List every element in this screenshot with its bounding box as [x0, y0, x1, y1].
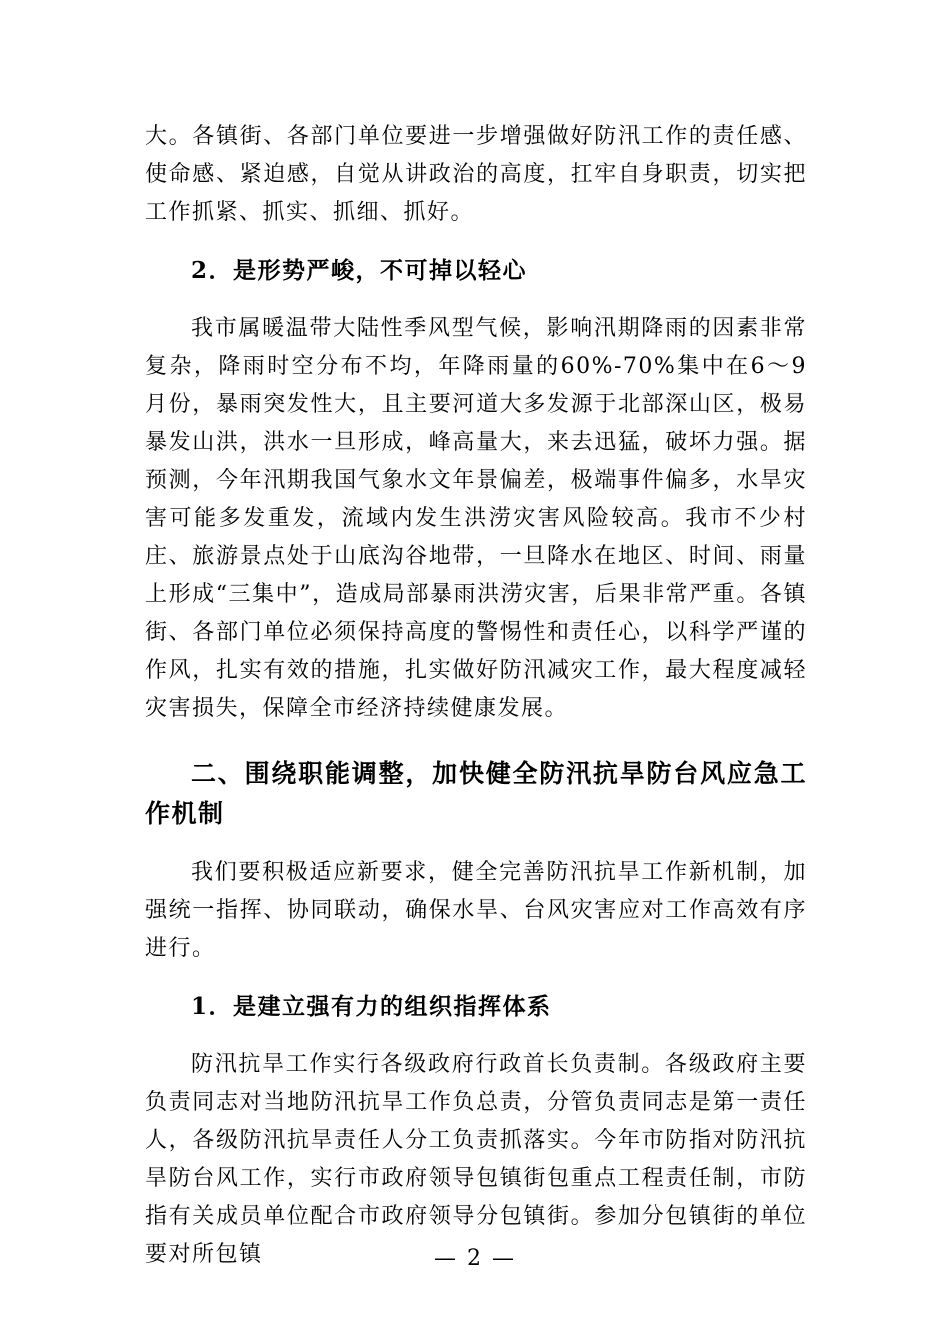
section-heading-two: 二、围绕职能调整，加快健全防汛抗旱防台风应急工作机制	[145, 759, 807, 828]
subheading-situation: 2．是形势严峻，不可掉以轻心	[191, 257, 528, 284]
page-number: — 2 —	[434, 1246, 516, 1271]
paragraph-continuation: 大。各镇街、各部门单位要进一步增强做好防汛工作的责任感、使命感、紧迫感，自觉从讲政治的高度，扛牢自身职责，切实把工作抓紧、抓实、抓细、抓好。	[145, 124, 807, 225]
paragraph-mechanism: 我们要积极适应新要求，健全完善防汛抗旱工作新机制，加强统一指挥、协同联动，确保水旱、台风灾害应对工作高效有序进行。	[145, 860, 807, 961]
subheading-command-system: 1．是建立强有力的组织指挥体系	[191, 993, 552, 1020]
document-body	[145, 118, 807, 1274]
paragraph-responsibility: 防汛抗旱工作实行各级政府行政首长负责制。各级政府主要负责同志对当地防汛抗旱工作负总责，分管负责同志是第一责任人，各级防汛抗旱责任人分工负责抓落实。今年市防指对防汛抗旱防台风工作，实行市政府领导包镇街包重点工程责任制，市防指有关成员单位配合市政府领导分包镇街。参加分包镇街的单位要对所包镇	[145, 1052, 807, 1267]
paragraph-climate: 我市属暖温带大陆性季风型气候，影响汛期降雨的因素非常复杂，降雨时空分布不均，年降雨量的60%-70%集中在6～9月份，暴雨突发性大，且主要河道大多发源于北部深山区，极易暴发山洪，洪水一旦形成，峰高量大，来去迅猛，破坏力强。据预测，今年汛期我国气象水文年景偏差，极端事件偏多，水旱灾害可能多发重发，流域内发生洪涝灾害风险较高。我市不少村庄、旅游景点处于山底沟谷地带，一旦降水在地区、时间、雨量上形成“三集中”，造成局部暴雨洪涝灾害，后果非常严重。各镇街、各部门单位必须保持高度的警惕性和责任心，以科学严谨的作风，扎实有效的措施，扎实做好防汛减灾工作，最大程度减轻灾害损失，保障全市经济持续健康发展。	[145, 316, 807, 721]
